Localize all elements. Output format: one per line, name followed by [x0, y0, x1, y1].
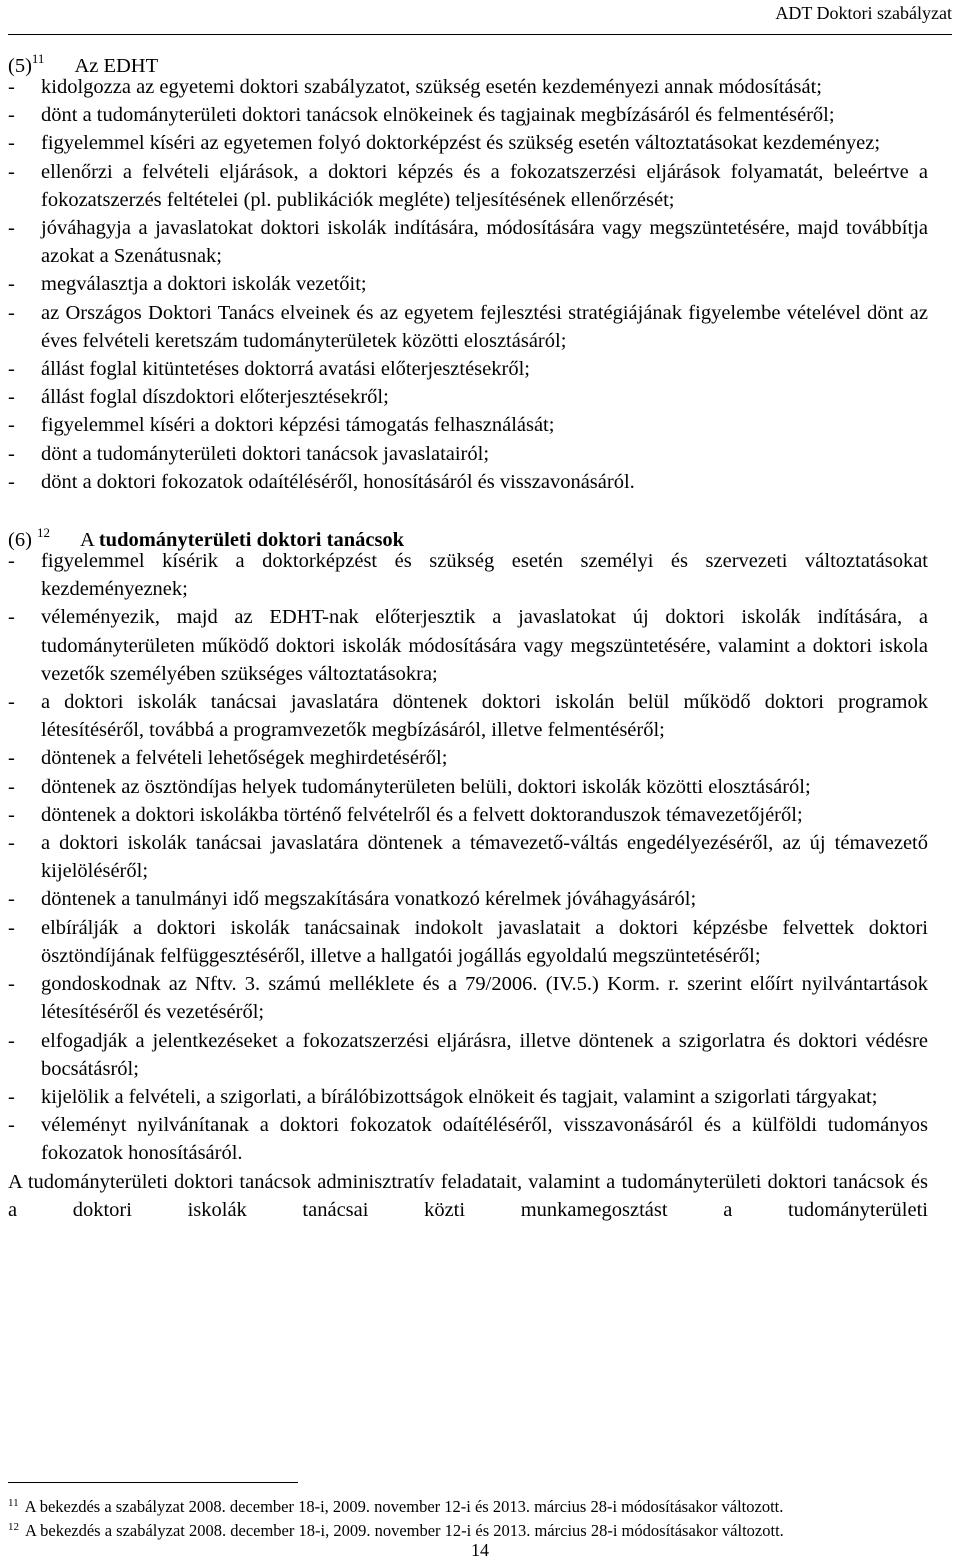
- document-body: [8, 44, 928, 1224]
- list-item: [8, 440, 928, 468]
- list-item: [8, 129, 928, 157]
- list-item-text: véleményt nyilvánítanak a doktori fokozatok odaítéléséről, visszavonásáról és a külföldi tudományos fokozatok honosításáról.: [41, 1114, 928, 1165]
- list-bullet: -: [8, 916, 15, 939]
- footnote-text: A bekezdés a szabályzat 2008. december 18-i, 2009. november 12-i és 2013. március 28-i módosításakor változott.: [25, 1521, 784, 1540]
- list-item: [8, 970, 928, 1026]
- list-item-text: gondoskodnak az Nftv. 3. számú melléklete és a 79/2006. (IV.5.) Korm. r. szerint előírt nyilvántartások létesítéséről és vezetéséről;: [41, 973, 928, 1024]
- list-bullet: -: [8, 442, 15, 465]
- list-item: [8, 1111, 928, 1167]
- list-item: [8, 355, 928, 383]
- list-item-text: dönt a tudományterületi doktori tanácsok elnökeinek és tagjainak megbízásáról és felmentéséről;: [41, 104, 835, 127]
- list-item: [8, 101, 928, 129]
- list-item: [8, 744, 928, 772]
- list-item: [8, 1083, 928, 1111]
- section-5-number: $(5)^{11}$: [8, 51, 45, 77]
- list-item-text: megválasztja a doktori iskolák vezetőit;: [41, 273, 367, 296]
- list-bullet: -: [8, 386, 15, 409]
- list-item: [8, 270, 928, 298]
- list-item: [8, 603, 928, 688]
- list-item-text: figyelemmel kíséri az egyetemen folyó doktorképzést és szükség esetén változtatásokat kezdeményez;: [41, 132, 881, 155]
- footnote-ref-11: 11: [31, 51, 45, 66]
- list-item-text: döntenek a doktori iskolákba történő felvételről és a felvett doktoranduszok témavezetőjéről;: [41, 803, 803, 826]
- list-bullet: -: [8, 301, 15, 324]
- list-item: [8, 829, 928, 885]
- footnote-separator: [8, 1482, 298, 1483]
- list-item-text: a doktori iskolák tanácsai javaslatára döntenek doktori iskolán belül működő doktori programok létesítéséről, továbbá a programvezetők megbízásáról, illetve felmentéséről;: [41, 691, 928, 742]
- section-6-list: [8, 547, 928, 1167]
- list-bullet: -: [8, 160, 15, 183]
- list-bullet: -: [8, 606, 15, 629]
- section-5-heading: [8, 44, 928, 77]
- list-item: [8, 773, 928, 801]
- list-item: [8, 914, 928, 970]
- list-item-text: kijelölik a felvételi, a szigorlati, a bírálóbizottságok elnökeit és tagjait, valamint a szigorlati tárgyakat;: [41, 1085, 878, 1108]
- section-5-title: Az EDHT: [74, 55, 159, 77]
- list-bullet: -: [8, 217, 15, 240]
- list-bullet: -: [8, 550, 15, 573]
- list-bullet: -: [8, 358, 15, 381]
- list-bullet: -: [8, 132, 15, 155]
- list-bullet: -: [8, 888, 15, 911]
- list-item: [8, 73, 928, 101]
- list-item: [8, 468, 928, 496]
- list-item-text: dönt a tudományterületi doktori tanácsok javaslatairól;: [41, 442, 490, 465]
- footnote-text: A bekezdés a szabályzat 2008. december 18-i, 2009. november 12-i és 2013. március 28-i módosításakor változott.: [24, 1497, 784, 1516]
- header-title: ADT Doktori szabályzat: [775, 3, 952, 23]
- footnote-ref-12: 12: [37, 525, 51, 541]
- section-5-list: [8, 73, 928, 496]
- list-item-text: jóváhagyja a javaslatokat doktori iskolák indítására, módosítására vagy megszüntetésére, majd továbbítja azokat a Szenátusnak;: [41, 217, 928, 268]
- list-bullet: -: [8, 803, 15, 826]
- list-bullet: -: [8, 76, 15, 98]
- list-item: [8, 1027, 928, 1083]
- list-bullet: -: [8, 747, 15, 770]
- list-item: [8, 383, 928, 411]
- list-item: [8, 158, 928, 214]
- list-bullet: -: [8, 691, 15, 714]
- list-bullet: -: [8, 775, 15, 798]
- list-item: [8, 801, 928, 829]
- list-item-text: kidolgozza az egyetemi doktori szabályzatot, szükség esetén kezdeményezi annak módosítását;: [41, 76, 822, 98]
- list-item-text: figyelemmel kísérik a doktorképzést és szükség esetén személyi és szervezeti változtatásokat kezdeményeznek;: [41, 550, 928, 601]
- list-item-text: dönt a doktori fokozatok odaítéléséről, honosításáról és visszavonásáról.: [41, 470, 635, 493]
- footnote-11: [8, 1493, 960, 1517]
- list-item: [8, 411, 928, 439]
- list-item-text: elfogadják a jelentkezéseket a fokozatszerzési eljárásra, illetve döntenek a szigorlatra és doktori védésre bocsátásról;: [41, 1029, 928, 1080]
- list-item-text: döntenek az ösztöndíjas helyek tudományterületen belüli, doktori iskolák közötti elosztásáról;: [41, 775, 811, 798]
- list-item: [8, 214, 928, 270]
- list-bullet: -: [8, 832, 15, 855]
- list-item-text: véleményezik, majd az EDHT-nak előterjesztik a javaslatokat új doktori iskolák indítására, a tudományterületen működő doktori iskolák módosítására vagy megszüntetésére, valamint a doktori iskola vezetők személyében szükséges változtatásokra;: [41, 606, 928, 685]
- section-6-heading: [8, 518, 928, 552]
- list-item-text: figyelemmel kíséri a doktori képzési támogatás felhasználását;: [41, 414, 555, 437]
- list-item-text: döntenek a tanulmányi idő megszakítására vonatkozó kérelmek jóváhagyásáról;: [41, 888, 697, 911]
- list-bullet: -: [8, 1085, 15, 1108]
- list-item: [8, 299, 928, 355]
- page-header: [8, 0, 952, 35]
- list-bullet: -: [8, 1029, 15, 1052]
- list-item-text: döntenek a felvételi lehetőségek meghirdetéséről;: [41, 747, 448, 770]
- footnotes: [8, 1482, 960, 1541]
- list-item: [8, 885, 928, 913]
- section-6-title: A tudományterületi doktori tanácsok: [80, 529, 405, 552]
- list-item-text: ellenőrzi a felvételi eljárások, a doktori képzés és a fokozatszerzési eljárások folyamatát, beleértve a fokozatszerzés feltételei (pl. publikációk megléte) teljesítésének ellenőrzését;: [41, 160, 928, 211]
- closing-paragraph: A tudományterületi doktori tanácsok adminisztratív feladatait, valamint a tudományterületi doktori tanácsok és a doktori iskolák tanácsai közti munkamegosztást a tudományterületi: [8, 1170, 928, 1221]
- list-item-text: állást foglal díszdoktori előterjesztésekről;: [41, 386, 389, 409]
- list-bullet: -: [8, 973, 15, 996]
- section-6-number: (6) $^{12}$: [8, 525, 51, 552]
- list-bullet: -: [8, 273, 15, 296]
- list-bullet: -: [8, 104, 15, 127]
- list-item-text: elbírálják a doktori iskolák tanácsainak indokolt javaslatait a doktori képzésbe felvettek doktori ösztöndíjának felfüggesztéséről, illetve a hallgatói jogállás egyoldalú megszüntetéséről;: [41, 916, 928, 967]
- list-item: [8, 547, 928, 603]
- list-item: [8, 688, 928, 744]
- list-item-text: a doktori iskolák tanácsai javaslatára döntenek a témavezető-váltás engedélyezéséről, az új témavezető kijelöléséről;: [41, 832, 928, 883]
- page-number: 14: [471, 1540, 489, 1560]
- list-bullet: -: [8, 470, 15, 493]
- footnote-number: 11: [8, 1497, 19, 1509]
- list-item-text: az Országos Doktori Tanács elveinek és az egyetem fejlesztési stratégiájának figyelembe vételével dönt az éves felvételi keretszám tudományterületek közötti elosztásáról;: [41, 301, 928, 352]
- list-bullet: -: [8, 414, 15, 437]
- list-item-text: állást foglal kitüntetéses doktorrá avatási előterjesztésekről;: [41, 358, 530, 381]
- list-bullet: -: [8, 1114, 15, 1137]
- footnote-12: [8, 1517, 960, 1541]
- footnote-list: [8, 1493, 960, 1541]
- footnote-number: 12: [8, 1521, 19, 1533]
